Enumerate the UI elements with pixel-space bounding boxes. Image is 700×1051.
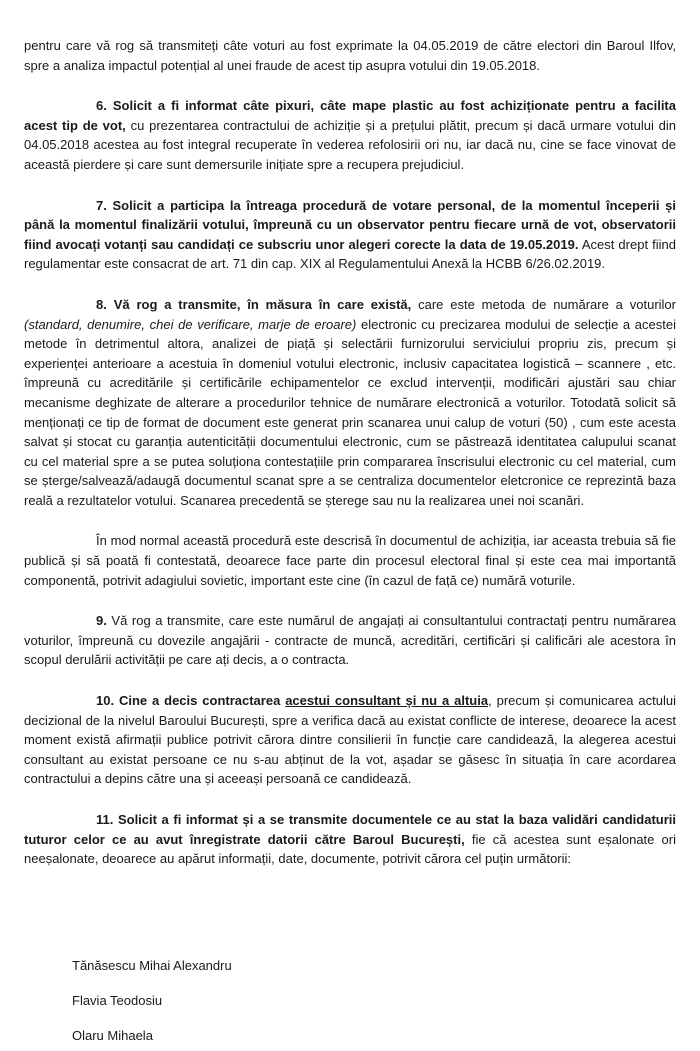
paragraph-7: 7. Solicit a participa la întreaga procedură de votare personal, de la momentul începerii și până la momentul finalizării votului, împreună cu un observator pentru fiecare urnă de vot, observatorii fiind avocați votanți sau candidați ce subscriu unor alegeri corecte la data de 19.05.2019. Acest drept fiind regulamentar este consacrat de art. 71 din cap. XIX al Regulamentului Anexă la HCBB 6/26.02.2019. [24,197,676,272]
paragraph-8-heading: 8. Vă rog a transmite, în măsura în care există, [96,296,412,312]
paragraph-10-heading: 10. Cine a decis contractarea [96,693,286,709]
paragraph-9: 9. Vă rog a transmite, care este numărul de angajați ai consultantului contractați pentru numărarea voturilor, împreună cu dovezile angajării - contracte de muncă, acreditări, certificări și calificări ale acestora în scopul derulării activității pe care ați decis, a o contracta. [24,613,676,668]
paragraph-9-heading: 9. [96,613,107,629]
paragraph-10: 10. Cine a decis contractarea acestui consultant și nu a altuia, precum și comunicarea actului decizional de la nivelul Baroului București, spre a verifica dacă au existat conflicte de interese, deoarece la acest moment există afirmații publice potrivit cărora dintre consilierii în funcție care candidează, la alegerea acestui consultant au existat persoane ce nu s-au abținut de la vot, așadar se găsesc în situația în care acordarea contractului a depins către una și aceeași persoană ce candidează. [24,693,677,787]
name-list-item: Flavia Teodosiu [72,993,163,1008]
name-list-item: Olaru Mihaela [72,1028,153,1043]
paragraph-11-heading: 11. Solicit a fi informat și a se transmite documentele ce au stat la baza validări candidaturii tuturor celor ce au avut înregistrate datorii către Baroul București, [24,812,676,847]
name-list-item: Tănăsescu Mihai Alexandru [72,958,232,973]
paragraph-6-heading: 6. Solicit a fi informat câte pixuri, câte mape plastic au fost achiziționate pentru a facilita acest tip de vot, [24,98,676,133]
paragraph-6: 6. Solicit a fi informat câte pixuri, câte mape plastic au fost achiziționate pentru a facilita acest tip de vot, cu prezentarea contractului de achiziție și a prețului plătit, precum și dacă urmare votului din 04.05.2018 acestea au fost integral recuperate în vederea refolosirii ori nu, iar dacă nu, cine se face vinovat de această pierdere și care sunt demersurile inițiate spre a recupera prejudiciul. [24,98,676,172]
paragraph-continuation: pentru care vă rog să transmiteți câte voturi au fost exprimate la 04.05.2019 de către electori din Baroul Ilfov, spre a analiza impactul potențial al unei fraude de acest tip asupra votului din 19.05.2018. [24,38,676,73]
paragraph-8: 8. Vă rog a transmite, în măsura în care există, care este metoda de numărare a voturilor (standard, denumire, chei de verificare, marje de eroare) electronic cu precizarea modului de selecție a acestei metode în detrimentul altora, analizei de piață și selectării furnizorului serviciului propriu zis, precum și experienței anterioare a acestuia în domeniul votului electronic, inclusiv capacitatea logistică – scannere , etc. împreună cu acreditările și certificările echipamentelor ce exclud intervenții, modificări ajustări sau chiar mecanisme deghizate de alterare a procedurilor tehnice de numărare electronică a voturilor. Totodată solicit să menționați ce tip de format de document este generat prin scanarea unui calup de voturi (50) , cum este acesta salvat și stocat cu garanția autenticității documentului electronic, cum se păstrează identitatea calupului scanat cu cel material spre a se putea soluționa contestațiile prin compararea înscrisului electronic cu cel material, cum se șterge/salvează/adaugă documentul scanat spre a se centraliza documentelor eletcronice ce reprezintă baza reală a rezultatelor votului. Scanarea precedentă se șterege sau nu la realizarea unei noi scanări. [24,296,676,508]
paragraph-7-heading: 7. Solicit a participa la întreaga procedură de votare personal, de la momentul începerii și până la momentul finalizării votului, împreună cu un observator pentru fiecare urnă de vot, observatorii fiind avocați votanți sau candidați ce subscriu unor alegeri corecte la data de 19.05.2019. [24,197,676,252]
paragraph-10-underlined: acestui consultant și nu a altuia [285,693,489,709]
paragraph-11: 11. Solicit a fi informat și a se transmite documentele ce au stat la baza validări candidaturii tuturor celor ce au avut înregistrate datorii către Baroul București, fie că acestea sunt eșalonate ori neeșalonate, deoarece au apărut informații, date, documente, potrivit cărora cel puțin următorii: [24,812,676,867]
paragraph-8-note: În mod normal această procedură este descrisă în documentul de achiziția, iar aceasta trebuia să fie publică și să poată fi contestată, deoarece face parte din procesul electoral final și este cea mai importantă componentă, potrivit adagiului sovietic, important este cine (în cazul de față ce) numără voturile. [24,533,676,588]
